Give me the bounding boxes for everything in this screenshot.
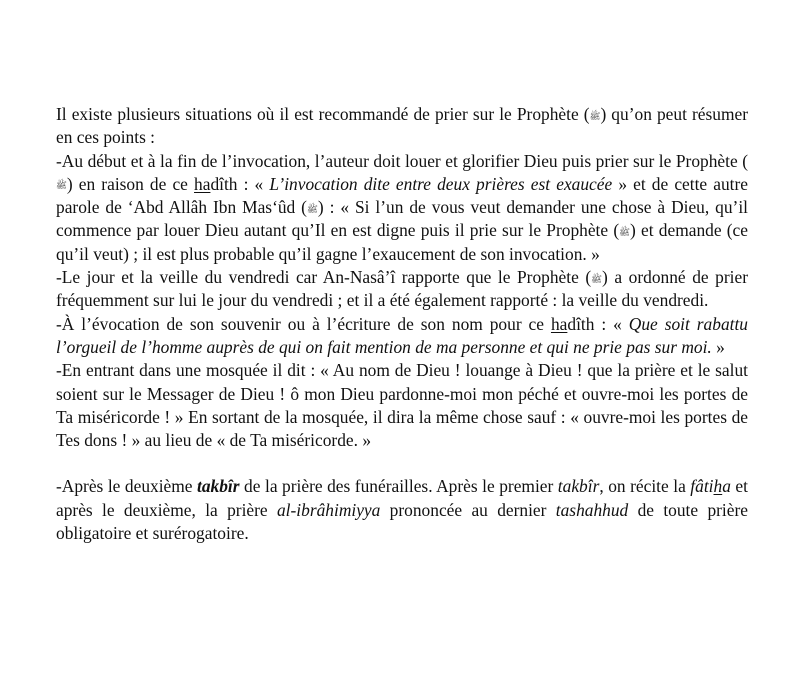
- text-segment: ) en raison de ce: [66, 173, 195, 194]
- salat-glyph: ﷺ: [589, 110, 601, 121]
- text-segment: takbîr: [197, 476, 240, 497]
- text-segment: -En entrant dans une mosquée il dit : « Au nom de Dieu ! louange à Dieu ! que la prière et le salut soient sur le Messager de Dieu ! ô mon Dieu pardonne-moi mon péché et ouvre-moi les portes de Ta miséricorde ! » En sortant de la mosquée, il dira la même chose sauf : « ouvre-moi les portes de Tes dons ! » au lieu de « de Ta miséricorde. »: [56, 360, 748, 451]
- document-body: [56, 103, 748, 545]
- paragraph: [56, 475, 748, 545]
- salat-glyph: ﷺ: [591, 273, 603, 284]
- paragraph-spacer: [56, 452, 748, 475]
- text-segment: a: [722, 476, 731, 497]
- paragraph: [56, 103, 748, 150]
- text-segment: Il existe plusieurs situations où il est recommandé de prier sur le Prophète (: [56, 104, 590, 124]
- text-segment: -À l’évocation de son souvenir ou à l’écriture de son nom pour ce: [56, 313, 551, 334]
- text-segment: ha: [550, 313, 568, 334]
- text-segment: de la prière des funérailles. Après le premier: [239, 476, 558, 497]
- salat-glyph: ﷺ: [56, 180, 67, 191]
- text-segment: »: [711, 336, 725, 357]
- salat-glyph: ﷺ: [306, 203, 318, 214]
- paragraph: [56, 313, 748, 360]
- text-segment: ) et demande (ce qu’il veut) ; il est plus probable qu’il gagne l’exaucement de son invocation. »: [56, 220, 748, 264]
- text-segment: , on récite la: [599, 476, 691, 497]
- text-segment: Que soit rabattu l’orgueil de l’homme auprès de qui on fait mention de ma personne et qui ne prie pas sur moi.: [56, 313, 748, 357]
- text-segment: -Après le deuxième: [56, 476, 198, 497]
- text-segment: et après le deuxième, la prière: [56, 476, 748, 520]
- text-segment: de toute prière obligatoire et surérogatoire.: [56, 499, 748, 544]
- text-segment: dîth : «: [210, 173, 270, 194]
- text-segment: takbîr: [557, 476, 600, 497]
- text-segment: L’invocation dite entre deux prières est exaucée: [269, 173, 613, 194]
- text-segment: -Le jour et la veille du vendredi car An-Nasâ’î rapporte que le Prophète (: [56, 267, 592, 288]
- text-segment: fâti: [690, 476, 714, 497]
- paragraph: [56, 150, 748, 266]
- text-segment: ) a ordonné de prier fréquemment sur lui le jour du vendredi ; et il a été également rapporté : la veille du vendredi.: [56, 267, 748, 311]
- text-segment: tashahhud: [555, 499, 629, 520]
- text-segment: prononcée au dernier: [380, 499, 556, 520]
- text-segment: dîth : «: [567, 313, 629, 334]
- text-segment: al-ibrâhimiyya: [276, 499, 381, 520]
- text-segment: -Au début et à la fin de l’invocation, l’auteur doit louer et glorifier Dieu puis prier sur le Prophète (: [56, 150, 748, 171]
- salat-glyph: ﷺ: [619, 226, 630, 237]
- paragraph: [56, 266, 748, 313]
- text-segment: h: [713, 476, 723, 497]
- text-segment: ha: [194, 173, 211, 194]
- text-segment: » et de cette autre parole de ‘Abd Allâh Ibn Mas‘ûd (: [56, 173, 749, 218]
- paragraph: [56, 359, 748, 452]
- text-segment: ) : « Si l’un de vous veut demander une chose à Dieu, qu’il commence par louer Dieu autant qu’Il en est digne puis il prie sur le Prophète (: [56, 197, 748, 241]
- text-segment: ) qu’on peut résumer en ces points :: [56, 104, 748, 148]
